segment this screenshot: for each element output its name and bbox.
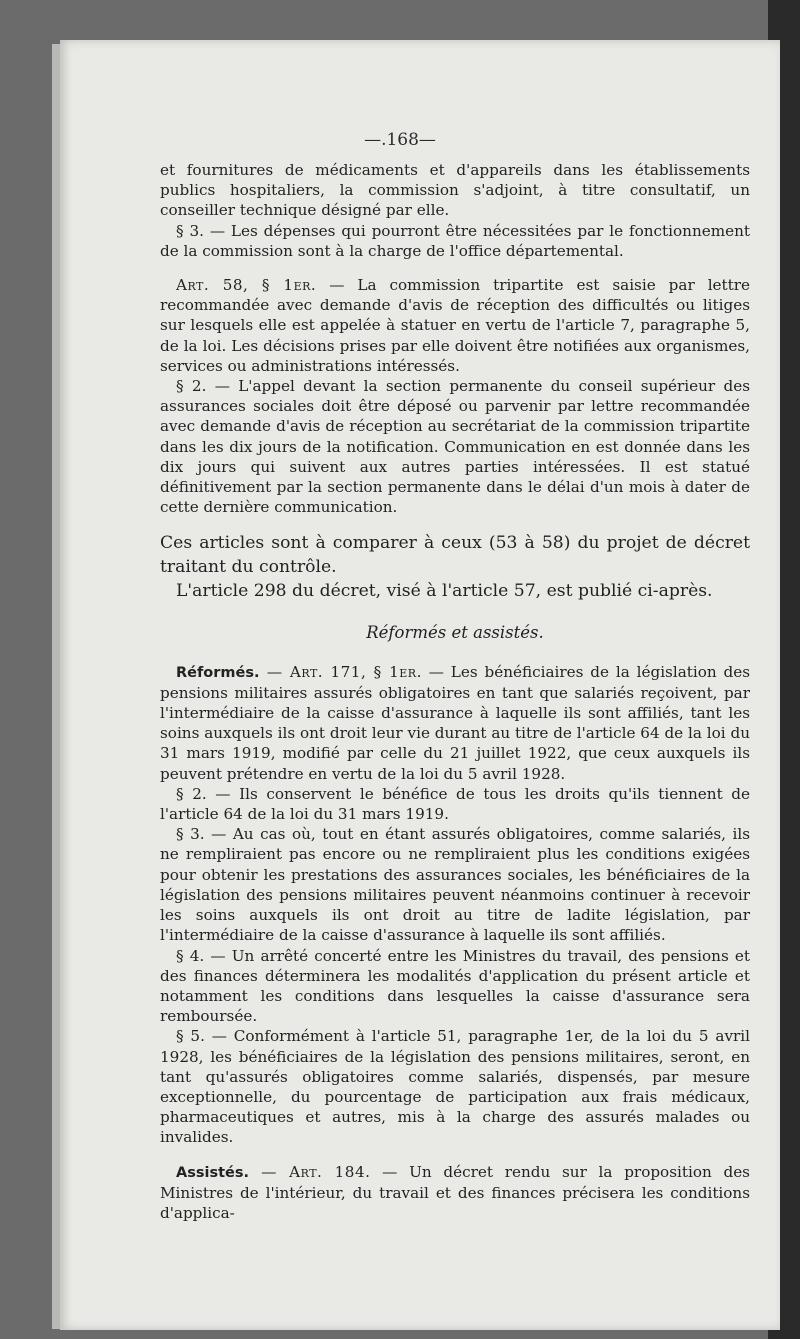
paragraph [160,221,750,261]
paragraph [160,275,750,376]
paragraph-text: § 5. — Conformément à l'article 51, paragraphe 1er, de la loi du 5 avril 1928, les bénéficiaires de la législation des pensions militaires, seront, en tant qu'assurés obligatoires comme salariés, dispensés, par mesure exceptionnelle, du pourcentage de participation aux frais médicaux, pharmaceutiques et autres, mis à la charge des assurés malades ou invalides. [160,1027,750,1147]
paragraph [160,784,750,824]
paragraph [160,824,750,945]
paragraph-text: — Un décret rendu sur la proposition des Ministres de l'intérieur, du travail et des finances précisera les conditions d'applica- [160,1162,750,1222]
paragraph-text: § 4. — Un arrêté concerté entre les Ministres du travail, des pensions et des finances déterminera les modalités d'application du présent article et notamment les conditions dans lesquelles la caisse d'assurance sera remboursée. [160,946,750,1026]
commentary-paragraph-1: Ces articles sont à comparer à ceux (53 à 58) du projet de décret traitant du contrôle. [160,533,750,578]
paragraph [160,160,750,221]
paragraph [160,1162,750,1224]
articles-section-1 [160,160,750,517]
paragraph [160,946,750,1027]
paragraph-text: — La commission tripartite est saisie par lettre recommandée avec demande d'avis de réception des difficultés ou litiges sur lesquels elle est appelée à statuer en vertu de l'article 7, paragraphe 5, de la loi. Les décisions prises par elle doivent être notifiées aux organismes, services ou administrations intéressés. [160,276,750,375]
page-number: —.168— [364,130,436,150]
paragraph-heading: Réformés. [176,664,260,681]
paragraph-heading: Assistés. [176,1164,249,1181]
paragraph [160,1026,750,1147]
paragraph-text: § 2. — Ils conservent le bénéfice de tous les droits qu'ils tiennent de l'article 64 de la loi du 31 mars 1919. [160,784,750,824]
paragraph-text: § 2. — L'appel devant la section permanente du conseil supérieur des assurances sociales doit être déposé ou parvenir par lettre recommandée avec demande d'avis de réception au secrétariat de la commission tripartite dans les dix jours de la notification. Communication en est donnée dans les dix jours qui suivent aux autres parties intéressées. Il est statué définitivement par la section permanente dans le délai d'un mois à dater de cette dernière communication. [160,377,750,517]
paragraph-text: § 3. — Au cas où, tout en étant assurés obligatoires, comme salariés, ils ne rempliraient pas encore ou ne rempliraient plus les conditions exigées pour obtenir les prestations des assurances sociales, les bénéficiaires de la législation des pensions militaires peuvent néanmoins continuer à recevoir les soins auxquels ils ont droit au titre de ladite législation, par l'intermédiaire de la caisse d'assurance à laquelle ils sont affiliés. [160,825,750,945]
paragraph [160,662,750,784]
article-reference: — Art. 184. [249,1162,371,1181]
page-body [160,160,750,1223]
articles-section-2 [160,662,750,1223]
paragraph-text: — Les bénéficiaires de la législation des pensions militaires assurés obligatoires en tant que salariés reçoivent, par l'intermédiaire de la caisse d'assurance à laquelle ils sont affiliés, tant les soins auxquels ils ont droit leur vie durant au titre de l'article 64 de la loi du 31 mars 1919, modifié par celle du 21 juillet 1922, que ceux auxquels ils peuvent prétendre en vertu de la loi du 5 avril 1928. [160,662,750,783]
section-title: Réformés et assistés. [366,623,544,643]
article-reference: Art. 58, § 1er. [176,276,317,295]
paragraph-text: et fournitures de médicaments et d'appareils dans les établissements publics hospitaliers, la commission s'adjoint, à titre consultatif, un conseiller technique désigné par elle. [160,161,750,220]
commentary [160,531,750,603]
commentary-paragraph-2: L'article 298 du décret, visé à l'article 57, est publié ci-après. [176,581,713,602]
paragraph-gap [160,261,750,275]
article-reference: — Art. 171, § 1er. [259,662,422,681]
paragraph-text: § 3. — Les dépenses qui pourront être nécessitées par le fonctionnement de la commission sont à la charge de l'office départemental. [160,221,750,260]
paragraph-gap [160,1148,750,1162]
paragraph [160,376,750,517]
